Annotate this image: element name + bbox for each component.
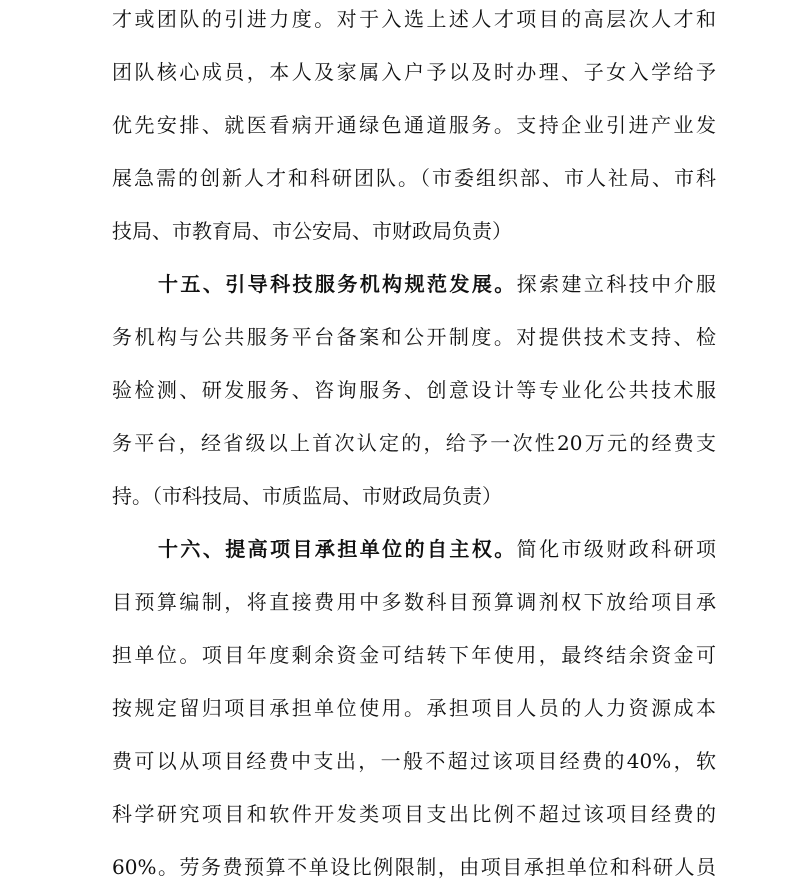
section-heading: 十六、提高项目承担单位的自主权。 bbox=[158, 537, 517, 561]
text-line: 目预算编制，将直接费用中多数科目预算调剂权下放给项目承 bbox=[112, 590, 716, 614]
heading-continuation: 探索建立科技中介服 bbox=[516, 272, 716, 296]
heading-continuation: 简化市级财政科研项 bbox=[516, 537, 716, 561]
paragraph-first-line bbox=[112, 258, 716, 311]
text-line: 团队核心成员，本人及家属入户予以及时办理、子女入学给予 bbox=[112, 60, 716, 84]
text-line: 担单位。项目年度剩余资金可结转下年使用，最终结余资金可 bbox=[112, 643, 716, 667]
text-line: 技局、市教育局、市公安局、市财政局负责） bbox=[112, 219, 512, 243]
text-line: 展急需的创新人才和科研团队。（市委组织部、市人社局、市科 bbox=[112, 166, 716, 190]
document-body bbox=[112, 0, 716, 894]
text-line: 优先安排、就医看病开通绿色通道服务。支持企业引进产业发 bbox=[112, 113, 716, 137]
text-line: 才或团队的引进力度。对于入选上述人才项目的高层次人才和 bbox=[112, 7, 716, 31]
text-line: 务机构与公共服务平台备案和公开制度。对提供技术支持、检 bbox=[112, 325, 716, 349]
text-line: 科学研究项目和软件开发类项目支出比例不超过该项目经费的 bbox=[112, 802, 716, 826]
section-heading: 十五、引导科技服务机构规范发展。 bbox=[158, 272, 517, 296]
paragraph-first-line bbox=[112, 523, 716, 576]
text-line: 60%。劳务费预算不单设比例限制，由项目承担单位和科研人员 bbox=[112, 855, 716, 879]
text-line: 务平台，经省级以上首次认定的，给予一次性20万元的经费支 bbox=[112, 431, 716, 455]
text-line: 按规定留归项目承担单位使用。承担项目人员的人力资源成本 bbox=[112, 696, 716, 720]
text-line: 持。（市科技局、市质监局、市财政局负责） bbox=[112, 484, 502, 508]
text-line: 费可以从项目经费中支出，一般不超过该项目经费的40%，软 bbox=[112, 749, 716, 773]
text-line: 验检测、研发服务、咨询服务、创意设计等专业化公共技术服 bbox=[112, 378, 716, 402]
